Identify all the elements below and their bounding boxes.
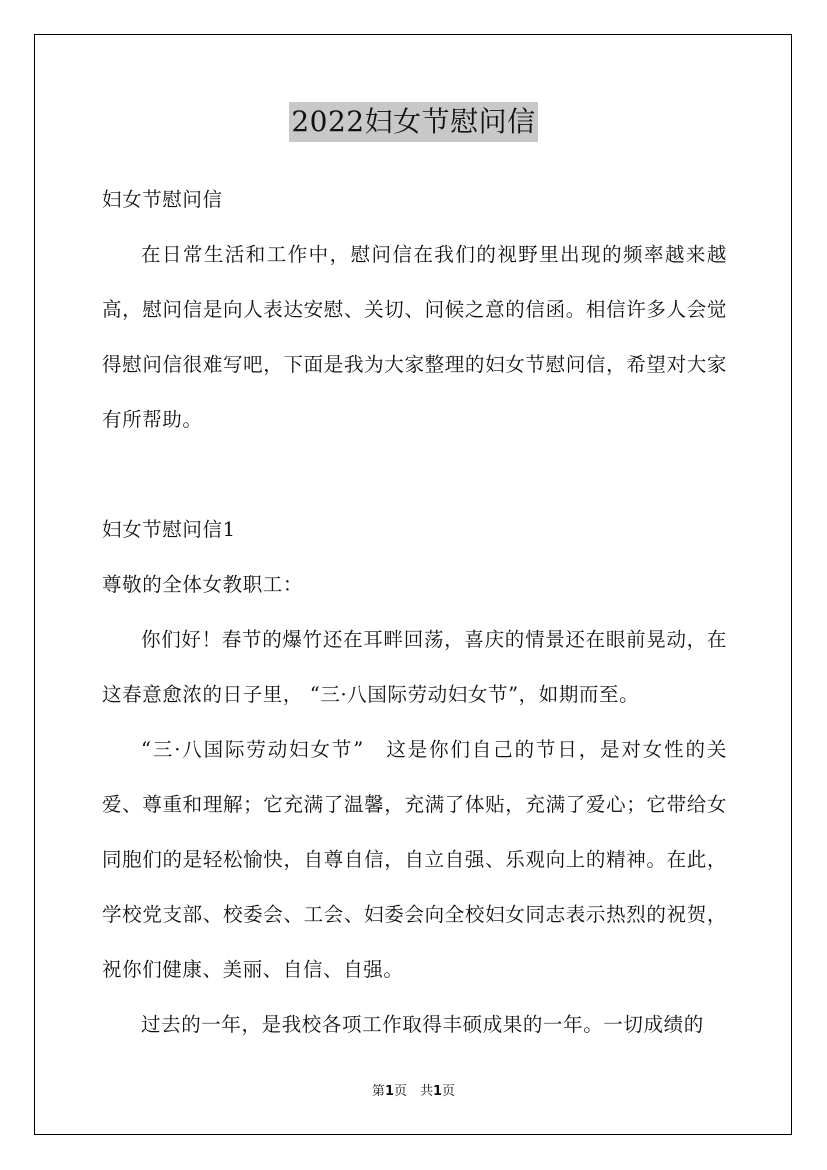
body-paragraph: 你们好！春节的爆竹还在耳畔回荡，喜庆的情景还在眼前晃动，在这春意愈浓的日子里， “三·八国际劳动妇女节”，如期而至。 bbox=[102, 628, 727, 706]
footer-page-suffix: 页 bbox=[442, 1084, 456, 1099]
document-body bbox=[102, 172, 727, 1052]
body-paragraph: “三·八国际劳动妇女节” 这是你们自己的节日，是对女性的关爱、尊重和理解；它充满了温馨，充满了体贴，充满了爱心；它带给女同胞们的是轻松愉快，自尊自信，自立自强、乐观向上的精神。在此，学校党支部、校委会、工会、妇委会向全校妇女同志表示热烈的祝贺，祝你们健康、美丽、自信、自强。 bbox=[102, 738, 727, 981]
page-footer bbox=[0, 1083, 827, 1101]
footer-page-mid: 页 共 bbox=[393, 1084, 433, 1099]
document-subtitle: 妇女节慰问信 bbox=[102, 188, 223, 211]
section-heading: 妇女节慰问信1 bbox=[102, 518, 236, 541]
letter-salutation: 尊敬的全体女教职工： bbox=[102, 573, 304, 596]
footer-page-prefix: 第 bbox=[371, 1084, 385, 1099]
body-paragraph: 过去的一年，是我校各项工作取得丰硕成果的一年。一切成绩的 bbox=[141, 1013, 704, 1036]
footer-page-number: 1 bbox=[384, 1084, 394, 1099]
footer-page-total: 1 bbox=[433, 1084, 443, 1099]
document-title: 2022妇女节慰问信 bbox=[289, 102, 537, 142]
intro-paragraph: 在日常生活和工作中，慰问信在我们的视野里出现的频率越来越高，慰问信是向人表达安慰、关切、问候之意的信函。相信许多人会觉得慰问信很难写吧，下面是我为大家整理的妇女节慰问信，希望对大家有所帮助。 bbox=[102, 243, 727, 431]
paragraph-gap bbox=[102, 447, 727, 502]
title-container bbox=[0, 102, 827, 142]
